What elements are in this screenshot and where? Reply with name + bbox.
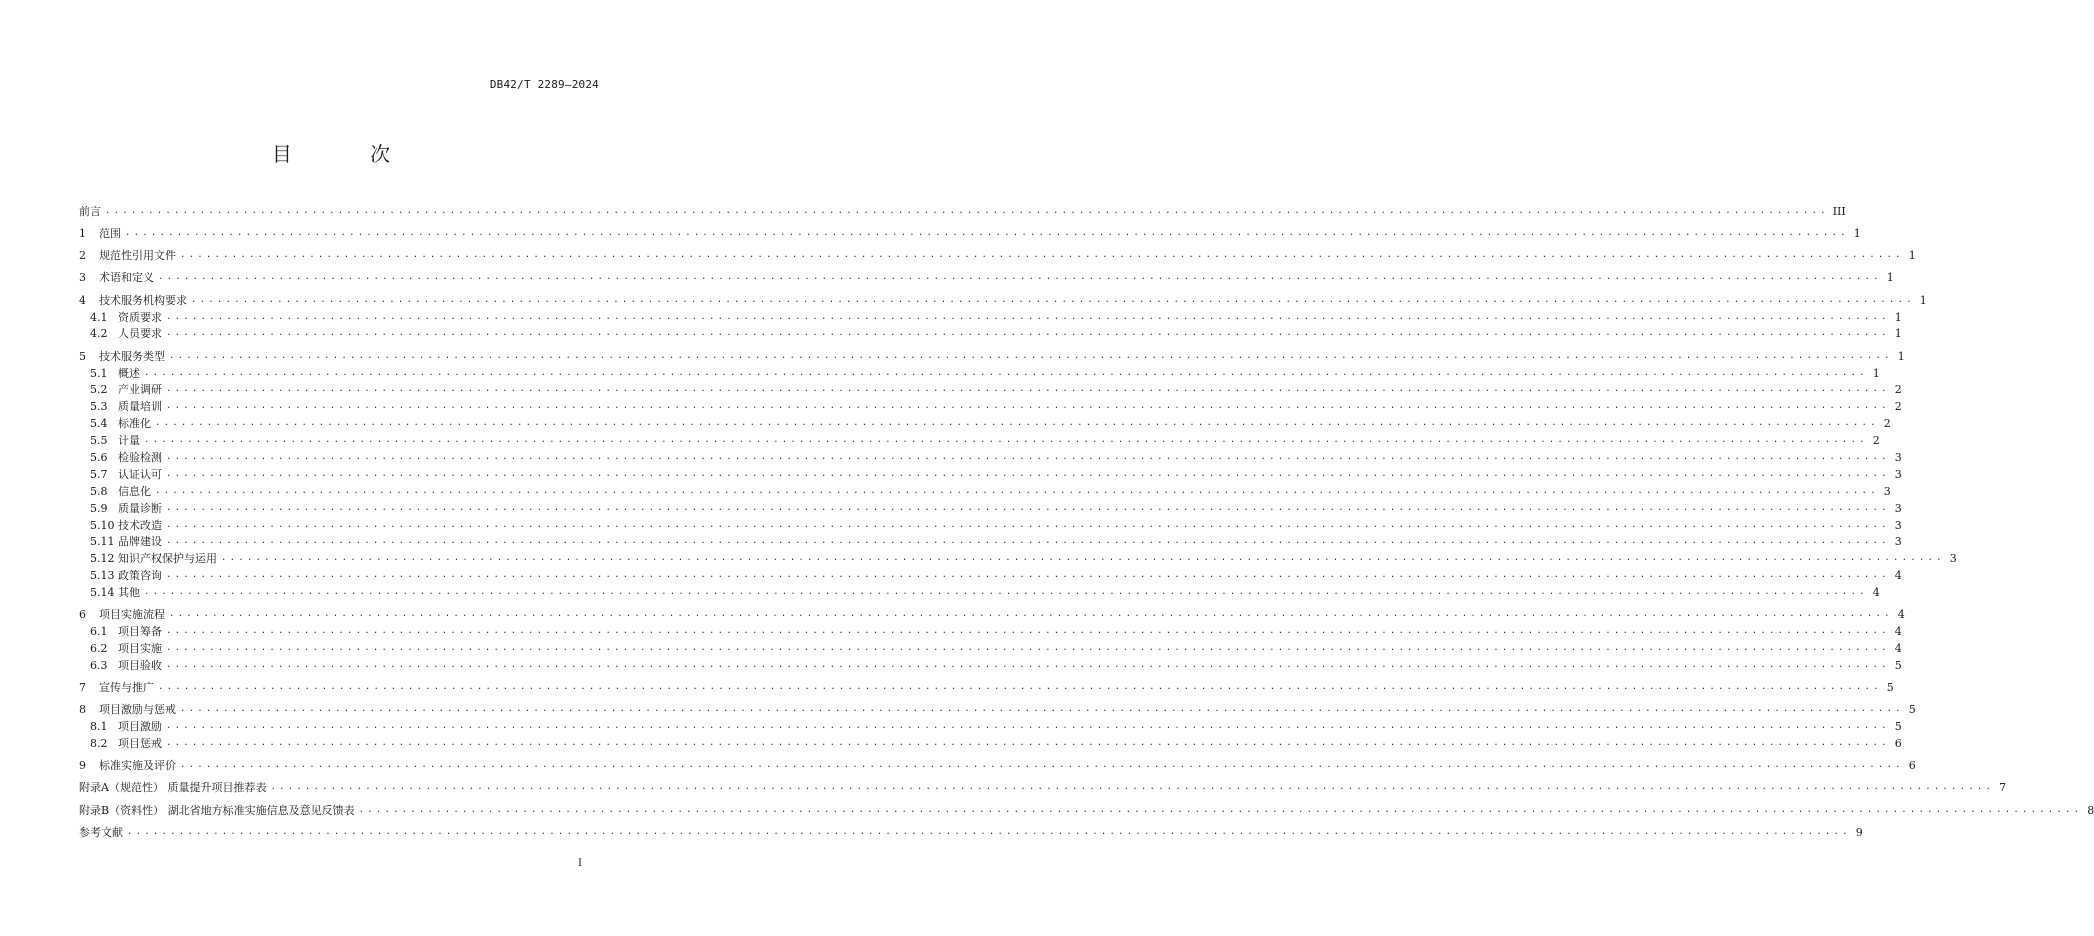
toc-entry-title: 技术服务类型 — [99, 349, 165, 363]
toc-entry-number: 5.13 — [90, 569, 115, 583]
toc-entry-number: 5.10 — [90, 518, 115, 532]
toc-entry-page: 4 — [1894, 569, 1902, 583]
toc-entry-title: 技术服务机构要求 — [99, 293, 187, 307]
dot-leader: ........................................................................................................................................................................................................ — [144, 587, 1868, 598]
toc-entry[interactable] — [79, 604, 1905, 622]
toc-entry[interactable] — [79, 396, 1902, 414]
toc-entry-title: 参考文献 — [79, 825, 123, 839]
table-of-contents — [79, 201, 2094, 839]
page-title: 目 次 — [271, 142, 427, 166]
toc-entry-number: 5.3 — [90, 400, 108, 414]
toc-entry-page: 1 — [1908, 249, 1916, 263]
toc-entry-number: 7 — [79, 681, 86, 695]
toc-entry[interactable] — [79, 223, 1861, 241]
toc-entry-title: 项目激励 — [118, 720, 162, 734]
toc-entry-label — [79, 737, 162, 750]
toc-entry-label — [79, 681, 154, 694]
toc-entry-title: 其他 — [118, 586, 140, 600]
dot-leader: ........................................................................................................................................................................................................ — [166, 311, 1890, 322]
dot-leader: ........................................................................................................................................................................................................ — [180, 250, 1904, 261]
dot-leader: ........................................................................................................................................................................................................ — [166, 519, 1890, 530]
toc-entry-page: 1 — [1886, 271, 1894, 285]
dot-leader: ........................................................................................................................................................................................................ — [169, 609, 1893, 620]
dot-leader: ........................................................................................................................................................................................................ — [166, 401, 1890, 412]
toc-entry[interactable] — [79, 498, 1902, 515]
dot-leader: ........................................................................................................................................................................................................ — [155, 485, 1879, 496]
toc-entry-number: 5 — [79, 349, 86, 363]
toc-entry-label — [79, 826, 123, 839]
toc-entry-label — [79, 485, 151, 498]
toc-entry[interactable] — [79, 481, 1891, 498]
toc-entry-page: 8 — [2087, 803, 2094, 817]
toc-entry-title: 项目筹备 — [118, 625, 162, 639]
toc-entry-label — [79, 608, 165, 621]
toc-entry-page: 4 — [1872, 586, 1880, 600]
toc-entry-page: 3 — [1894, 501, 1902, 515]
toc-entry-page: 1 — [1897, 349, 1905, 363]
toc-entry[interactable] — [79, 346, 1905, 363]
toc-entry-number: 5.9 — [90, 501, 108, 515]
toc-entry-label — [79, 804, 355, 817]
dot-leader: ........................................................................................................................................................................................................ — [169, 350, 1893, 361]
toc-entry-page: 3 — [1883, 484, 1891, 498]
toc-entry[interactable] — [79, 515, 1902, 532]
dot-leader: ........................................................................................................................................................................................................ — [166, 643, 1890, 654]
toc-entry-title: 信息化 — [118, 484, 151, 498]
toc-entry-number: 8.1 — [90, 720, 108, 734]
toc-entry-label — [79, 350, 165, 363]
toc-entry[interactable] — [79, 778, 2007, 795]
dot-leader: ........................................................................................................................................................................................................ — [358, 804, 2083, 815]
toc-entry-label — [79, 642, 162, 655]
dot-leader: ........................................................................................................................................................................................................ — [191, 294, 1915, 305]
dot-leader: ........................................................................................................................................................................................................ — [166, 570, 1890, 581]
toc-entry-number: 4 — [79, 293, 86, 307]
toc-entry-label — [79, 625, 162, 638]
toc-entry-label — [79, 249, 176, 262]
toc-entry[interactable] — [79, 699, 1916, 717]
toc-entry-label — [79, 383, 162, 396]
document-code: DB42/T 2289—2024 — [489, 78, 599, 91]
toc-entry-number: 6.1 — [90, 625, 108, 639]
toc-entry[interactable] — [79, 245, 1916, 263]
toc-entry[interactable] — [79, 733, 1902, 751]
dot-leader: ........................................................................................................................................................................................................ — [127, 826, 1851, 837]
dot-leader: ........................................................................................................................................................................................................ — [166, 536, 1890, 547]
toc-entry-page: 1 — [1919, 293, 1927, 307]
toc-entry-number: 4.1 — [90, 310, 108, 324]
toc-entry-page: 3 — [1949, 552, 1957, 566]
toc-entry-page: 4 — [1897, 608, 1905, 622]
toc-entry-page: 4 — [1894, 625, 1902, 639]
dot-leader: ........................................................................................................................................................................................................ — [105, 205, 1829, 216]
toc-entry-title: 项目实施流程 — [99, 608, 165, 622]
toc-entry-page: III — [1832, 204, 1846, 218]
toc-entry-page: 7 — [1999, 781, 2007, 795]
toc-entry[interactable] — [79, 565, 1902, 583]
toc-entry-number: 5.5 — [90, 434, 108, 448]
toc-entry[interactable] — [79, 532, 1902, 549]
toc-entry-number: 4.2 — [90, 327, 108, 341]
toc-entry-page: 3 — [1894, 518, 1902, 532]
toc-entry-number: 8.2 — [90, 737, 108, 751]
toc-entry-page: 5 — [1886, 681, 1894, 695]
dot-leader: ........................................................................................................................................................................................................ — [166, 328, 1890, 339]
toc-entry-title: 认证认可 — [118, 467, 162, 481]
toc-entry-page: 5 — [1894, 658, 1902, 672]
toc-entry-number: 5.14 — [90, 586, 115, 600]
toc-entry-label — [79, 781, 266, 794]
dot-leader: ........................................................................................................................................................................................................ — [166, 451, 1890, 462]
toc-entry[interactable] — [79, 655, 1902, 672]
dot-leader: ........................................................................................................................................................................................................ — [155, 418, 1879, 429]
toc-entry-number: 6 — [79, 608, 86, 622]
toc-entry-title: 项目惩戒 — [118, 737, 162, 751]
toc-entry-page: 3 — [1894, 450, 1902, 464]
toc-entry-title: 附录A（规范性） 质量提升项目推荐表 — [79, 781, 267, 795]
toc-entry-title: 资质要求 — [118, 310, 162, 324]
toc-entry[interactable] — [79, 324, 1902, 341]
dot-leader: ........................................................................................................................................................................................................ — [166, 626, 1890, 637]
toc-entry-label — [79, 400, 162, 413]
toc-entry-title: 知识产权保护与运用 — [118, 552, 217, 566]
toc-entry-title: 概述 — [118, 366, 140, 380]
dot-leader: ........................................................................................................................................................................................................ — [221, 553, 1945, 564]
toc-entry-number: 6.2 — [90, 642, 108, 656]
dot-leader: ........................................................................................................................................................................................................ — [158, 682, 1882, 693]
toc-entry-page: 6 — [1908, 759, 1916, 773]
toc-entry-label — [79, 502, 162, 515]
toc-entry-page: 2 — [1894, 400, 1902, 414]
toc-entry[interactable] — [79, 677, 1894, 695]
toc-entry-number: 5.11 — [90, 535, 115, 549]
dot-leader: ........................................................................................................................................................................................................ — [144, 435, 1868, 446]
dot-leader: ........................................................................................................................................................................................................ — [144, 367, 1868, 378]
toc-entry-label — [79, 434, 140, 447]
toc-entry[interactable] — [79, 582, 1880, 600]
toc-entry[interactable] — [79, 380, 1902, 397]
toc-entry-label — [79, 468, 162, 481]
toc-entry-title: 标准化 — [118, 417, 151, 431]
dot-leader: ........................................................................................................................................................................................................ — [166, 502, 1890, 513]
toc-entry-title: 产业调研 — [118, 383, 162, 397]
toc-entry-title: 政策咨询 — [118, 569, 162, 583]
toc-entry-title: 项目实施 — [118, 642, 162, 656]
toc-entry-label — [79, 451, 162, 464]
toc-entry[interactable] — [79, 800, 2094, 817]
toc-entry[interactable] — [79, 638, 1902, 656]
toc-entry-title: 项目验收 — [118, 658, 162, 672]
toc-entry-label — [79, 759, 176, 772]
toc-entry[interactable] — [79, 430, 1880, 448]
toc-entry-label — [79, 227, 121, 240]
toc-entry-number: 5.8 — [90, 484, 108, 498]
toc-entry-title: 项目激励与惩戒 — [99, 703, 176, 717]
toc-entry-label — [79, 552, 217, 565]
toc-entry-title: 品牌建设 — [118, 535, 162, 549]
toc-entry-number: 3 — [79, 271, 86, 285]
toc-entry-label — [79, 294, 187, 307]
page-number: I — [578, 858, 582, 869]
dot-leader: ........................................................................................................................................................................................................ — [166, 721, 1890, 732]
toc-entry-label — [79, 417, 151, 430]
toc-entry-title: 质量培训 — [118, 400, 162, 414]
toc-entry-title: 质量诊断 — [118, 501, 162, 515]
toc-entry-page: 3 — [1894, 535, 1902, 549]
toc-entry-page: 5 — [1894, 720, 1902, 734]
toc-entry-label — [79, 569, 162, 582]
toc-entry-number: 9 — [79, 759, 86, 773]
toc-entry[interactable] — [79, 548, 1957, 566]
toc-entry-label — [79, 519, 162, 532]
toc-entry[interactable] — [79, 621, 1902, 639]
toc-entry-page: 1 — [1872, 366, 1880, 380]
toc-entry-page: 6 — [1894, 737, 1902, 751]
toc-entry-label — [79, 311, 162, 324]
toc-entry-title: 规范性引用文件 — [99, 249, 176, 263]
toc-entry-title: 范围 — [99, 227, 121, 241]
toc-entry-number: 5.1 — [90, 366, 108, 380]
toc-entry[interactable] — [79, 413, 1891, 431]
toc-entry-title: 前言 — [79, 204, 101, 218]
toc-entry-label — [79, 271, 154, 284]
toc-entry[interactable] — [79, 201, 1846, 218]
toc-entry-number: 5.7 — [90, 467, 108, 481]
toc-entry[interactable] — [79, 464, 1902, 481]
toc-entry[interactable] — [79, 447, 1902, 464]
toc-entry[interactable] — [79, 290, 1927, 307]
toc-entry-title: 技术改造 — [118, 518, 162, 532]
toc-entry-title: 检验检测 — [118, 450, 162, 464]
toc-entry-number: 8 — [79, 703, 86, 717]
toc-entry-page: 1 — [1894, 327, 1902, 341]
toc-entry-label — [79, 659, 162, 672]
dot-leader: ........................................................................................................................................................................................................ — [166, 659, 1890, 670]
toc-entry-label — [79, 703, 176, 716]
dot-leader: ........................................................................................................................................................................................................ — [180, 760, 1904, 771]
toc-entry-label — [79, 586, 140, 599]
toc-entry-page: 2 — [1872, 434, 1880, 448]
toc-entry-label — [79, 535, 162, 548]
toc-entry-title: 人员要求 — [118, 327, 162, 341]
dot-leader: ........................................................................................................................................................................................................ — [158, 272, 1882, 283]
toc-entry-page: 2 — [1894, 383, 1902, 397]
toc-entry-page: 2 — [1883, 417, 1891, 431]
toc-entry[interactable] — [79, 363, 1880, 380]
dot-leader: ........................................................................................................................................................................................................ — [166, 738, 1890, 749]
toc-entry-page: 9 — [1855, 825, 1863, 839]
toc-entry-page: 5 — [1908, 703, 1916, 717]
toc-entry[interactable] — [79, 822, 1863, 839]
toc-entry[interactable] — [79, 755, 1916, 773]
toc-entry[interactable] — [79, 268, 1894, 285]
dot-leader: ........................................................................................................................................................................................................ — [180, 704, 1904, 715]
toc-entry-number: 5.2 — [90, 383, 108, 397]
toc-entry-page: 1 — [1894, 310, 1902, 324]
toc-entry-title: 术语和定义 — [99, 271, 154, 285]
toc-entry[interactable] — [79, 716, 1902, 734]
toc-entry-title: 宣传与推广 — [99, 681, 154, 695]
dot-leader: ........................................................................................................................................................................................................ — [125, 228, 1849, 239]
toc-entry[interactable] — [79, 307, 1902, 324]
toc-entry-number: 2 — [79, 249, 86, 263]
toc-entry-title: 附录B（资料性） 湖北省地方标准实施信息及意见反馈表 — [79, 803, 355, 817]
toc-entry-title: 计量 — [118, 434, 140, 448]
dot-leader: ........................................................................................................................................................................................................ — [166, 468, 1890, 479]
dot-leader: ........................................................................................................................................................................................................ — [166, 384, 1890, 395]
toc-entry-title: 标准实施及评价 — [99, 759, 176, 773]
dot-leader: ........................................................................................................................................................................................................ — [270, 782, 1995, 793]
toc-entry-page: 4 — [1894, 642, 1902, 656]
toc-entry-label — [79, 367, 140, 380]
toc-entry-label — [79, 720, 162, 733]
toc-entry-number: 1 — [79, 227, 86, 241]
toc-entry-label — [79, 327, 162, 340]
toc-entry-number: 5.4 — [90, 417, 108, 431]
toc-entry-number: 5.6 — [90, 450, 108, 464]
toc-entry-label — [79, 205, 101, 218]
toc-entry-number: 5.12 — [90, 552, 115, 566]
toc-entry-page: 3 — [1894, 467, 1902, 481]
toc-entry-page: 1 — [1853, 227, 1861, 241]
toc-entry-number: 6.3 — [90, 658, 108, 672]
